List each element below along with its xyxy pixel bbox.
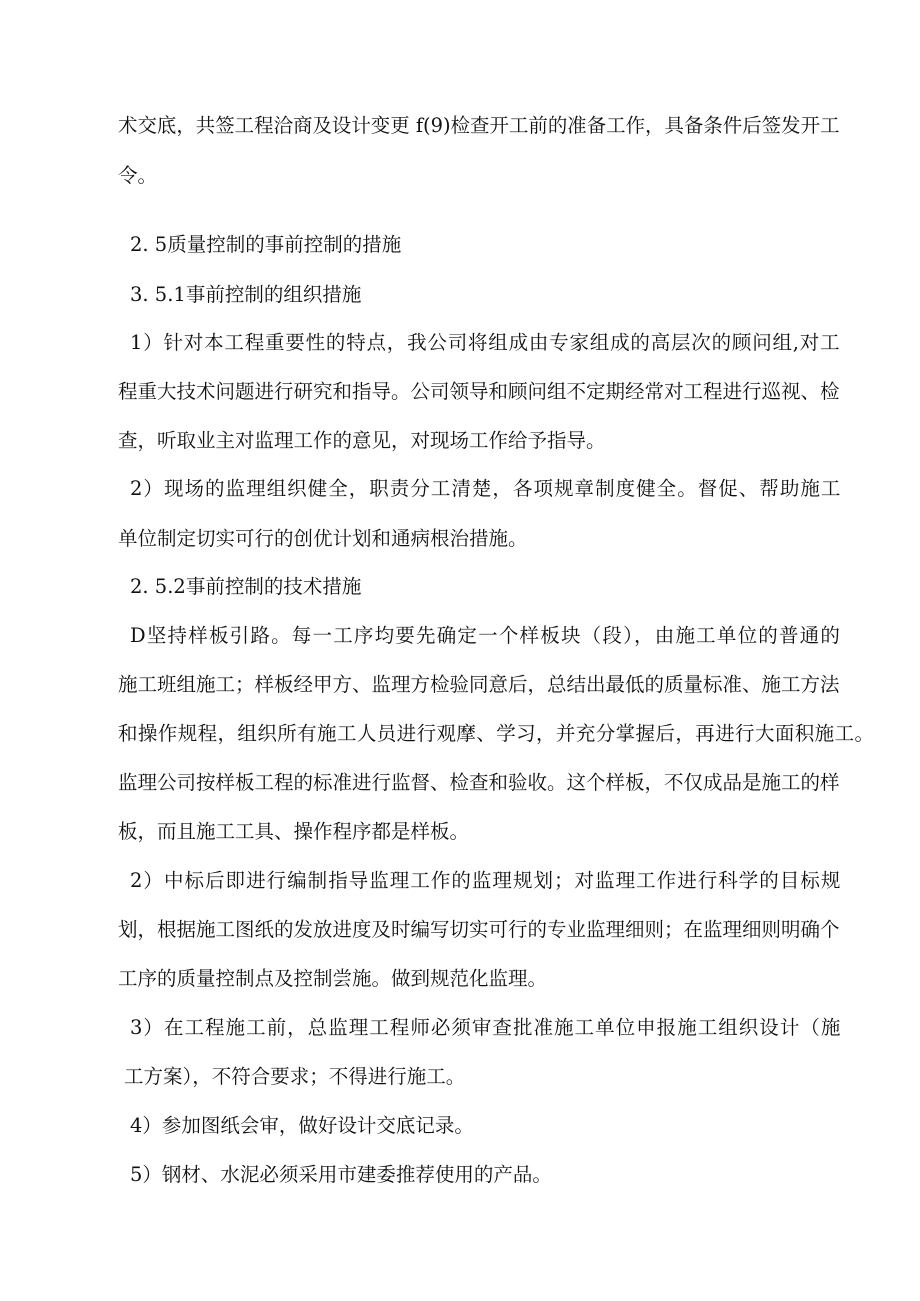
text-line: 和操作规程，组织所有施工人员进行观摩、学习，并充分掌握后，再进行大面积施工。: [118, 722, 875, 745]
section-heading: 2. 5质量控制的事前控制的措施: [130, 233, 402, 256]
text-line: 3）在工程施工前，总监理工程师必须审查批准施工单位申报施工组织设计（施: [130, 1016, 842, 1039]
text-line: 监理公司按样板工程的标准进行监督、检查和验收。这个样板，不仅成品是施工的样: [118, 771, 840, 794]
text-line: 术交底，共签工程洽商及设计变更 f(9)检查开工前的准备工作，具备条件后签发开工: [118, 114, 840, 137]
text-line: 划，根据施工图纸的发放进度及时编写切实可行的专业监理细则；在监理细则明确个: [118, 918, 840, 941]
text-line: 1）针对本工程重要性的特点，我公司将组成由专家组成的高层次的顾问组,对工: [130, 331, 841, 354]
text-line: 施工班组施工；样板经甲方、监理方检验同意后，总结出最低的质量标准、施工方法: [118, 673, 840, 696]
text-line: 令。: [118, 164, 158, 187]
section-heading: 2. 5.2事前控制的技术措施: [130, 575, 362, 598]
text-line: 板，而且施工工具、操作程序都是样板。: [118, 820, 470, 843]
text-line: 4）参加图纸会审，做好设计交底记录。: [130, 1114, 474, 1137]
text-line: 程重大技术问题进行研究和指导。公司领导和顾问组不定期经常对工程进行巡视、检: [118, 380, 840, 403]
section-heading: 3. 5.1事前控制的组织措施: [130, 283, 362, 306]
text-line: 5）钢材、水泥必须采用市建委推荐使用的产品。: [130, 1163, 552, 1186]
text-line: 2）中标后即进行编制指导监理工作的监理规划；对监理工作进行科学的目标规: [130, 869, 842, 892]
text-line: 单位制定切实可行的创优计划和通病根治措施。: [118, 527, 528, 550]
text-line: D坚持样板引路。每一工序均要先确定一个样板块（段），由施工单位的普通的: [130, 624, 842, 647]
text-line: 工序的质量控制点及控制尝施。做到规范化监理。: [118, 967, 548, 990]
text-line: 2）现场的监理组织健全，职责分工清楚，各项规章制度健全。督促、帮助施工: [130, 477, 842, 500]
text-line: 工方案），不符合要求；不得进行施工。: [124, 1065, 466, 1088]
text-line: 查，听取业主对监理工作的意见，对现场工作给予指导。: [118, 429, 606, 452]
